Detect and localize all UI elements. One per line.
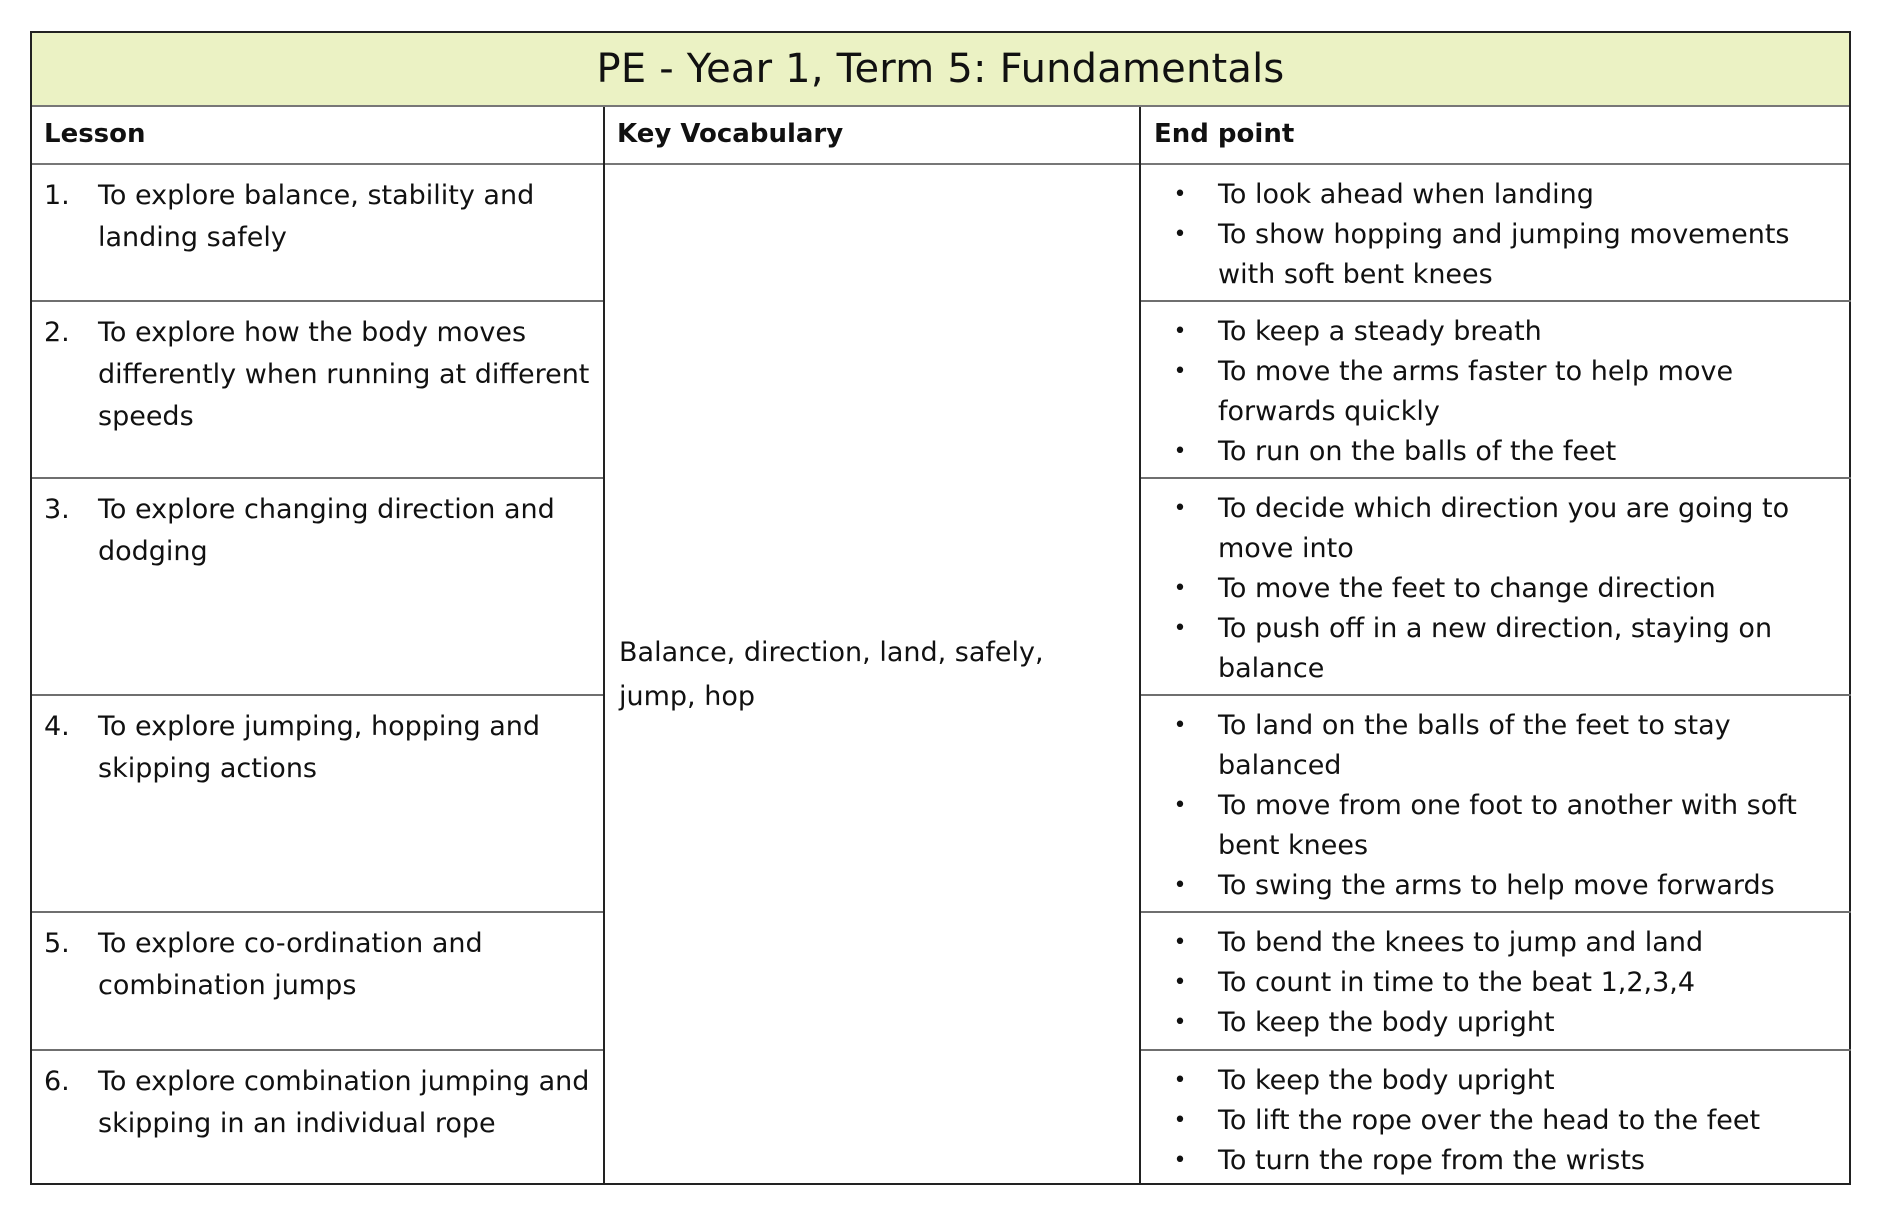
- endpoint-cell: [1142, 302, 1849, 477]
- bullet-icon: •: [1173, 1010, 1187, 1035]
- lesson-number: 4.: [44, 711, 70, 742]
- endpoint-list: [1142, 489, 1835, 689]
- endpoint-list: [1142, 706, 1835, 906]
- endpoint-list: [1142, 175, 1835, 295]
- lesson-number: 5.: [44, 928, 70, 959]
- page-title: PE - Year 1, Term 5: Fundamentals: [32, 33, 1849, 107]
- lesson-text: To explore how the body moves differently when running at different speeds: [98, 317, 590, 432]
- endpoint-item: • To keep the body upright: [1142, 1061, 1835, 1101]
- lesson-number: 6.: [44, 1066, 70, 1097]
- endpoint-item: • To turn the rope from the wrists: [1142, 1141, 1835, 1181]
- endpoint-item: • To swing the arms to help move forwards: [1142, 866, 1835, 906]
- bullet-icon: •: [1173, 793, 1187, 818]
- column-header-endpoint: End point: [1142, 107, 1849, 165]
- lesson-number: 3.: [44, 494, 70, 525]
- lesson-cell: [32, 302, 603, 477]
- lesson-cell: [32, 696, 603, 911]
- endpoint-item: • To show hopping and jumping movements with soft bent knees: [1142, 215, 1835, 295]
- vocabulary-cell: [605, 165, 1139, 1185]
- lesson-number: 1.: [44, 180, 70, 211]
- endpoint-item: • To move the feet to change direction: [1142, 569, 1835, 609]
- endpoint-item: • To push off in a new direction, staying on balance: [1142, 609, 1835, 689]
- vocabulary-text: Balance, direction, land, safely, jump, hop: [619, 637, 1044, 712]
- endpoint-item: • To land on the balls of the feet to stay balanced: [1142, 706, 1835, 786]
- endpoint-list: [1142, 923, 1835, 1043]
- endpoint-item: • To move the arms faster to help move forwards quickly: [1142, 352, 1835, 432]
- bullet-icon: •: [1173, 1148, 1187, 1173]
- endpoint-cell: [1142, 479, 1849, 694]
- endpoint-list: [1142, 1061, 1835, 1181]
- endpoint-cell: [1142, 913, 1849, 1049]
- bullet-icon: •: [1173, 576, 1187, 601]
- endpoint-item: • To lift the rope over the head to the feet: [1142, 1101, 1835, 1141]
- lesson-cell: [32, 165, 603, 300]
- endpoint-cell: [1142, 1051, 1849, 1185]
- lesson-cell: [32, 913, 603, 1049]
- endpoint-cell: [1142, 696, 1849, 911]
- bullet-icon: •: [1173, 439, 1187, 464]
- lesson-text: To explore changing direction and dodging: [98, 494, 555, 567]
- column-header-vocabulary: Key Vocabulary: [605, 107, 1142, 165]
- lesson-number: 2.: [44, 317, 70, 348]
- lesson-text: To explore balance, stability and landing safely: [98, 180, 535, 253]
- endpoint-item: • To run on the balls of the feet: [1142, 432, 1835, 472]
- bullet-icon: •: [1173, 359, 1187, 384]
- endpoint-item: • To move from one foot to another with soft bent knees: [1142, 786, 1835, 866]
- endpoint-item: • To keep the body upright: [1142, 1003, 1835, 1043]
- endpoint-item: • To count in time to the beat 1,2,3,4: [1142, 963, 1835, 1003]
- bullet-icon: •: [1173, 713, 1187, 738]
- bullet-icon: •: [1173, 873, 1187, 898]
- bullet-icon: •: [1173, 970, 1187, 995]
- bullet-icon: •: [1173, 319, 1187, 344]
- column-divider: [1139, 107, 1141, 1185]
- endpoint-cell: [1142, 165, 1849, 300]
- lesson-text: To explore combination jumping and skipping in an individual rope: [98, 1066, 590, 1139]
- bullet-icon: •: [1173, 222, 1187, 247]
- bullet-icon: •: [1173, 496, 1187, 521]
- endpoint-list: [1142, 312, 1835, 472]
- bullet-icon: •: [1173, 1068, 1187, 1093]
- lesson-text: To explore jumping, hopping and skipping actions: [98, 711, 540, 784]
- endpoint-item: • To decide which direction you are going to move into: [1142, 489, 1835, 569]
- lesson-cell: [32, 479, 603, 694]
- endpoint-item: • To bend the knees to jump and land: [1142, 923, 1835, 963]
- bullet-icon: •: [1173, 616, 1187, 641]
- endpoint-item: • To keep a steady breath: [1142, 312, 1835, 352]
- bullet-icon: •: [1173, 182, 1187, 207]
- endpoint-item: • To look ahead when landing: [1142, 175, 1835, 215]
- bullet-icon: •: [1173, 930, 1187, 955]
- bullet-icon: •: [1173, 1108, 1187, 1133]
- lesson-plan-table: [30, 31, 1851, 1185]
- lesson-cell: [32, 1051, 603, 1185]
- column-header-lesson: Lesson: [32, 107, 605, 165]
- lesson-text: To explore co-ordination and combination jumps: [98, 928, 483, 1001]
